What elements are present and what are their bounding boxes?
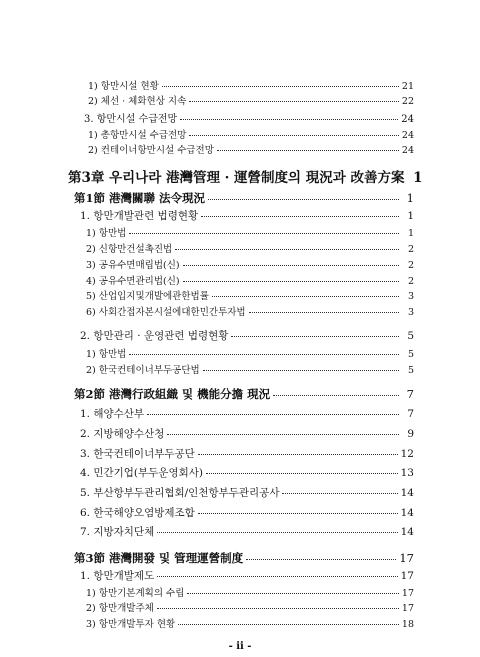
dot-leader	[167, 434, 399, 435]
toc-entry-label: 3. 한국컨테이너부두공단	[80, 448, 195, 460]
toc-entry-page: 17	[401, 603, 414, 614]
toc-entry-label: 7. 지방자치단체	[80, 526, 155, 538]
toc-entry-page: 13	[400, 467, 414, 479]
toc-entry-page: 17	[401, 588, 414, 599]
toc-entry	[80, 211, 414, 222]
toc-entry-page: 7	[407, 408, 414, 420]
dot-leader	[273, 395, 399, 396]
toc-entry-page: 12	[400, 448, 414, 460]
dot-leader	[249, 312, 399, 313]
toc-entry-label: 3) 항만개발투자 현황	[86, 619, 176, 630]
toc-entry-page: 24	[401, 130, 414, 141]
toc-entry-page: 1	[407, 210, 414, 222]
dot-leader	[187, 593, 399, 594]
toc-entry-label: 5) 산업입지및개발에관한법률	[86, 291, 209, 302]
dot-leader	[180, 119, 398, 120]
toc-entry-page: 2	[407, 276, 414, 287]
dot-leader	[231, 336, 399, 337]
chapter-page: 1	[413, 170, 423, 186]
dot-leader	[162, 86, 399, 87]
dot-leader	[178, 624, 399, 625]
dot-leader	[282, 493, 397, 494]
toc-entry-page: 3	[407, 291, 414, 302]
dot-leader	[129, 233, 399, 234]
dot-leader	[217, 150, 399, 151]
toc-entry-label: 3) 공유수면매립법(신)	[86, 260, 180, 271]
section-page: 17	[399, 551, 414, 565]
toc-entry	[86, 620, 414, 630]
toc-entry	[86, 229, 414, 239]
toc-entry-label: 5. 부산항부두관리협회/인천항부두관리공사	[80, 487, 280, 499]
section-heading	[74, 389, 414, 401]
toc-entry-label: 6) 사회간접자본시설에대한민간투자법	[86, 307, 246, 318]
dot-leader	[129, 354, 399, 355]
toc-entry-label: 2) 한국컨테이너부두공단법	[86, 365, 200, 376]
toc-entry	[86, 604, 414, 614]
toc-entry-page: 1	[407, 228, 414, 239]
dot-leader	[189, 101, 399, 102]
section-title: 第2節 港灣行政組織 및 機能分擔 現況	[74, 387, 271, 401]
toc-entry-page: 2	[407, 244, 414, 255]
section-title: 第3節 港灣開發 및 管理運營制度	[74, 551, 244, 565]
toc-entry	[88, 131, 414, 141]
toc-entry-page: 5	[407, 330, 414, 342]
dot-leader	[175, 249, 399, 250]
chapter-title: 第3章 우리나라 港灣管理 · 運營制度의 現況과 改善方案	[68, 170, 405, 186]
dot-leader	[208, 199, 399, 200]
toc-entry	[86, 366, 414, 376]
toc-entry-label: 4. 민간기업(부두운영회사)	[80, 467, 203, 479]
toc-entry-label: 3. 항만시설 수급전망	[84, 114, 178, 125]
toc-entry	[80, 429, 414, 440]
dot-leader	[198, 454, 398, 455]
dot-leader	[189, 135, 399, 136]
section-page: 7	[406, 387, 414, 401]
toc-entry	[88, 82, 414, 92]
dot-leader	[246, 559, 396, 560]
toc-entry-page: 14	[400, 526, 414, 538]
toc-entry-label: 1) 항만법	[86, 228, 127, 239]
toc-entry-label: 4) 공유수면관리법(신)	[86, 276, 180, 287]
toc-entry	[80, 449, 414, 460]
toc-entry-label: 2) 항만개발주체	[86, 603, 154, 614]
section-heading	[74, 193, 414, 205]
dot-leader	[203, 370, 399, 371]
toc-entry-label: 1. 해양수산부	[80, 408, 145, 420]
toc-entry-page: 5	[407, 349, 414, 360]
toc-entry	[86, 292, 414, 302]
toc-entry	[86, 589, 414, 599]
toc-entry-label: 2) 신항만건설촉진법	[86, 244, 173, 255]
toc-entry	[86, 245, 414, 255]
toc-entry-label: 1. 항만개발제도	[80, 570, 155, 582]
toc-entry	[86, 350, 414, 360]
toc-entry-label: 1. 항만개발관련 법령현황	[80, 210, 199, 222]
toc-entry-label: 2) 컨테이너항만시설 수급전망	[88, 145, 214, 156]
dot-leader	[198, 513, 398, 514]
toc-entry-page: 24	[401, 145, 414, 156]
toc-entry-label: 2. 항만관리 · 운영관련 법령현황	[80, 330, 229, 342]
toc-entry-page: 14	[400, 487, 414, 499]
toc-entry-label: 2) 체선 · 체화현상 지속	[88, 96, 187, 107]
toc-entry	[80, 409, 414, 420]
toc-entry-page: 14	[400, 507, 414, 519]
page-number-footer: - ii -	[228, 641, 252, 652]
dot-leader	[157, 576, 397, 577]
toc-entry	[80, 571, 414, 582]
toc-entry-page: 3	[407, 307, 414, 318]
toc-entry-page: 21	[401, 81, 414, 92]
toc-entry-page: 22	[401, 96, 414, 107]
toc-entry	[80, 468, 414, 479]
section-title: 第1節 港灣關聯 法令現況	[74, 191, 206, 205]
section-page: 1	[406, 191, 414, 205]
dot-leader	[183, 265, 399, 266]
dot-leader	[201, 216, 399, 217]
toc-entry-label: 1) 총항만시설 수급전망	[88, 130, 187, 141]
toc-entry	[86, 277, 414, 287]
toc-entry	[86, 261, 414, 271]
toc-entry	[88, 146, 414, 156]
dot-leader	[157, 608, 399, 609]
toc-entry-label: 2. 지방해양수산청	[80, 428, 165, 440]
toc-entry	[80, 331, 414, 342]
toc-entry	[86, 308, 414, 318]
toc-entry-label: 1) 항만법	[86, 349, 127, 360]
toc-entry-page: 24	[401, 114, 414, 125]
toc-entry	[88, 97, 414, 107]
toc-entry-label: 1) 항만기본계획의 수립	[86, 588, 185, 599]
chapter-heading	[68, 170, 423, 186]
toc-entry-page: 2	[407, 260, 414, 271]
dot-leader	[147, 414, 399, 415]
toc-entry-page: 18	[401, 619, 414, 630]
toc-entry	[80, 488, 414, 499]
section-heading	[74, 553, 414, 565]
toc-entry	[80, 527, 414, 538]
toc-entry-label: 6. 한국해양오염방제조합	[80, 507, 195, 519]
toc-entry-label: 1) 항만시설 현황	[88, 81, 159, 92]
toc-entry-page: 17	[400, 570, 414, 582]
dot-leader	[206, 473, 398, 474]
dot-leader	[157, 532, 397, 533]
dot-leader	[183, 281, 399, 282]
toc-entry-page: 5	[407, 365, 414, 376]
toc-entry	[84, 115, 414, 125]
toc-entry	[80, 508, 414, 519]
toc-entry-page: 9	[407, 428, 414, 440]
dot-leader	[212, 296, 399, 297]
